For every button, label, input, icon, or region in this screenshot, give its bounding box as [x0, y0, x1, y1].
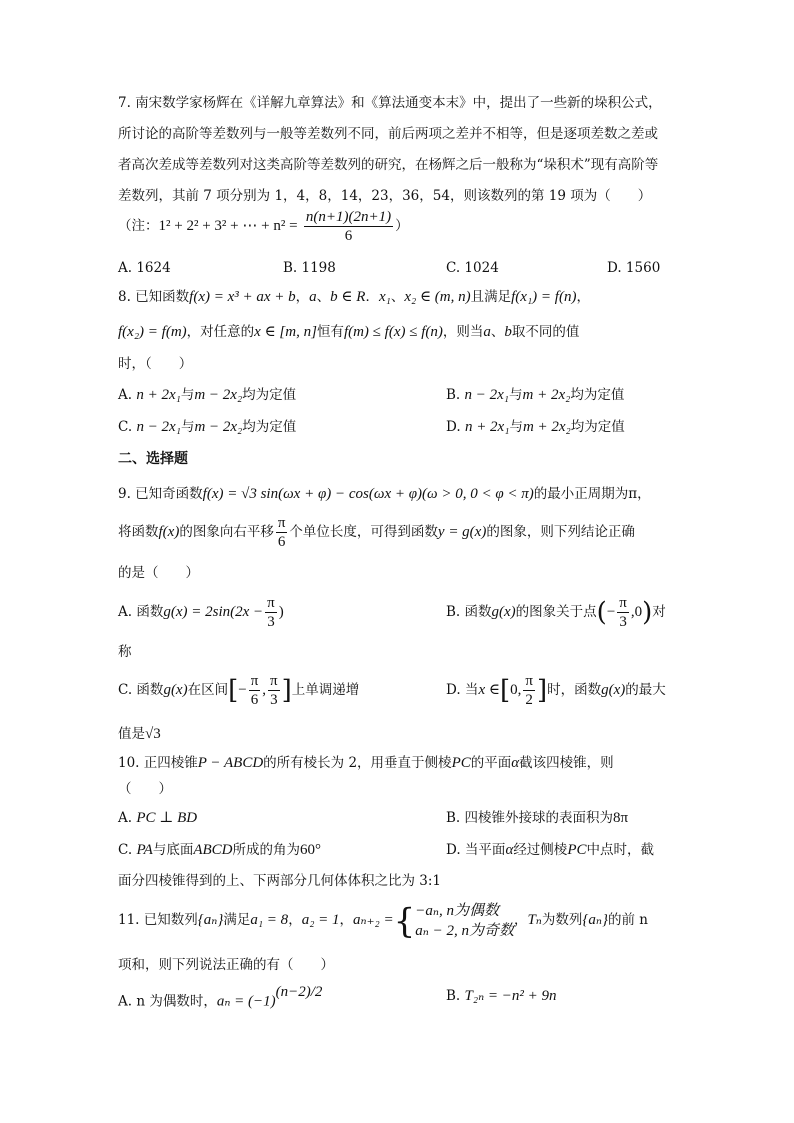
- q9-d-rbracket: ]: [536, 675, 548, 706]
- q8-a-expr1: n + 2x₁: [136, 387, 181, 403]
- q10-option-a: [118, 808, 197, 828]
- q11-b-label: B.: [446, 988, 461, 1004]
- q8-d-expr1: n + 2x₁: [464, 419, 510, 435]
- q8-a-tail: 均为定值: [242, 387, 297, 403]
- q10-alpha: α: [511, 755, 520, 771]
- q8-l1k: 且满足: [470, 289, 512, 305]
- q8-l2g: a: [483, 324, 491, 340]
- q10-d-pc: PC: [567, 842, 587, 858]
- q9-shift-num: π: [277, 515, 286, 531]
- q8-x1: x₁: [378, 289, 391, 305]
- q11-tn: Tₙ: [527, 912, 542, 928]
- q9-a-den: 3: [267, 614, 275, 630]
- q8-function: f(x) = x³ + ax + b: [189, 289, 296, 305]
- q8-a-and: 与: [180, 387, 195, 403]
- q8-c-expr1: n − 2x₁: [136, 419, 181, 435]
- q11-seq: {aₙ}: [197, 912, 224, 928]
- q11-a-exponent: (n−2)/2: [275, 984, 323, 1000]
- q9-option-c: [118, 671, 359, 710]
- q11-case-even: −aₙ, n为偶数: [415, 903, 499, 919]
- q9-c-fraction-1: [249, 672, 261, 709]
- q11-option-a: [118, 986, 322, 1012]
- q8-line-2: [118, 322, 579, 342]
- q8-l2h: 、: [490, 324, 505, 340]
- q11-option-b: [446, 986, 557, 1006]
- q8-line-1: [118, 287, 590, 307]
- q11-line-2: 项和，则下列说法正确的有（ ）: [118, 957, 334, 973]
- q9-d-text: 时，函数: [547, 682, 602, 698]
- q7-option-d: D. 1560: [607, 260, 661, 276]
- q9-b-lparen: (: [596, 597, 607, 628]
- q8-var-b: b ∈ R: [330, 289, 366, 305]
- q8-a-expr2: m − 2x₂: [194, 387, 243, 403]
- q9-d-zero: 0,: [510, 682, 522, 698]
- q9-d-label: D. 当: [446, 682, 479, 698]
- q9-b-fraction: [617, 594, 629, 631]
- q10-c-angle: 60°: [300, 842, 322, 858]
- q7-option-c: C. 1024: [446, 260, 499, 276]
- q8-option-c: [118, 417, 296, 437]
- q11-seq-2: {aₙ}: [582, 912, 608, 928]
- q8-l2j: 取不同的值: [511, 324, 580, 340]
- q11-recurrence: aₙ₊₂ =: [353, 912, 394, 928]
- q9-d-value: √3: [145, 726, 161, 742]
- q9-line-2: [118, 513, 635, 551]
- q8-l1g: ．: [365, 289, 379, 305]
- q9-option-b: [446, 593, 666, 632]
- q8-l1e: 、: [316, 289, 331, 305]
- q11-l1i: ，: [513, 912, 528, 928]
- q11-brace-icon: {: [393, 901, 416, 941]
- q8-option-b: [446, 385, 624, 405]
- q8-ineq: f(m) ≤ f(x) ≤ f(n): [343, 324, 443, 340]
- q9-d-tail: 的最大: [625, 682, 666, 698]
- q9-c-comma: ,: [262, 682, 267, 698]
- q7-note-lhs: 1² + 2² + 3² + ⋯ + n² =: [158, 218, 298, 234]
- q8-x-range: x ∈ [m, n]: [254, 324, 317, 340]
- q9-d-gx: g(x): [601, 682, 626, 698]
- q9-b-minus: −: [606, 604, 616, 620]
- q8-c-tail: 均为定值: [242, 419, 297, 435]
- q9-option-d-cont: [118, 724, 161, 744]
- q10-pc: PC: [451, 755, 471, 771]
- q8-a-label: A.: [118, 387, 133, 403]
- q10-option-b: [446, 808, 628, 828]
- q7-line-4: 差数列，其前 7 项分别为 1，4，8，14，23，36，54，则该数列的第 19 项为（ ）: [118, 188, 652, 204]
- q7-note-denominator: 6: [344, 228, 353, 244]
- q10-c-abcd: ABCD: [193, 842, 233, 858]
- q9-c-label: C. 函数: [118, 682, 164, 698]
- q9-a-fraction: [265, 594, 277, 631]
- q10-d-text2: 经过侧棱: [513, 842, 568, 858]
- q11-l1e: ，: [288, 912, 302, 928]
- q9-c-lbracket: [: [228, 675, 239, 706]
- q7-option-a: A. 1624: [118, 260, 171, 276]
- q9-b-label: B. 函数: [446, 604, 492, 620]
- q11-cases-body: [415, 901, 514, 941]
- q8-d-and: 与: [509, 419, 523, 435]
- q9-fx: f(x): [158, 524, 180, 540]
- q8-l1i: 、: [390, 289, 405, 305]
- q9-c-num2: π: [270, 673, 278, 689]
- q9-b-text: 的图象关于点: [515, 604, 597, 620]
- q8-d-label: D.: [446, 419, 461, 435]
- q10-d-text1: D. 当平面: [446, 842, 506, 858]
- q8-l2f: ，则当: [442, 324, 484, 340]
- q7-note-suffix: ）: [395, 218, 409, 234]
- q9-l2d: 个单位长度，可得到函数: [289, 524, 438, 540]
- q11-cases: [394, 899, 514, 943]
- q9-c-minus: −: [238, 682, 247, 698]
- q8-c-label: C.: [118, 419, 133, 435]
- q11-l1g: ，: [339, 912, 354, 928]
- q9-shift-den: 6: [277, 534, 286, 550]
- q7-option-b: B. 1198: [283, 260, 336, 276]
- q9-l2f: 的图象，则下列结论正确: [486, 524, 635, 540]
- q11-a1: a₁ = 8: [250, 912, 289, 928]
- q11-b-expr: T₂ₙ = −n² + 9n: [464, 988, 557, 1004]
- q9-a-expr: g(x) = 2sin(2x −: [163, 604, 264, 620]
- q10-option-d-cont: 面分四棱锥得到的上、下两部分几何体体积之比为 3:1: [118, 873, 442, 889]
- q10-l1a: 10. 正四棱锥: [118, 755, 198, 771]
- q8-l2i: b: [504, 324, 512, 340]
- q8-option-a: [118, 385, 296, 405]
- q7-note: [118, 207, 409, 245]
- q10-pyramid: P − ABCD: [197, 755, 264, 771]
- q9-b-zero: ,0: [630, 604, 643, 620]
- q9-a-close: ): [278, 604, 284, 620]
- q9-c-tail: 上单调递增: [291, 682, 360, 698]
- q9-c-gx: g(x): [163, 682, 188, 698]
- q11-l1c: 满足: [223, 912, 251, 928]
- q8-c-expr2: m − 2x₂: [194, 419, 243, 435]
- q9-c-fraction-2: [268, 672, 280, 709]
- q10-l1e: 的平面: [470, 755, 512, 771]
- q9-line-1: [118, 484, 651, 504]
- q11-case-odd: aₙ − 2, n为奇数: [415, 923, 514, 939]
- q10-l1c: 的所有棱长为 2，用垂直于侧棱: [263, 755, 452, 771]
- q9-shift-fraction: [276, 514, 288, 551]
- q10-line-1: [118, 753, 614, 773]
- q8-d-tail: 均为定值: [570, 419, 625, 435]
- q10-option-c: [118, 840, 321, 860]
- q9-c-num1: π: [250, 673, 259, 689]
- q8-b-expr1: n − 2x₁: [464, 387, 510, 403]
- q9-b-gx: g(x): [491, 604, 516, 620]
- q11-l1m: 的前 n: [607, 912, 648, 928]
- q9-b-rparen: ): [642, 597, 653, 628]
- q8-b-expr2: m + 2x₂: [522, 387, 571, 403]
- q8-l1a: 8. 已知函数: [118, 289, 190, 305]
- q10-b-text: B. 四棱锥外接球的表面积为: [446, 810, 614, 826]
- q9-option-d: [446, 671, 666, 710]
- q9-function: f(x) = √3 sin(ωx + φ) − cos(ωx + φ)(ω > 0, 0 < φ < π): [202, 486, 534, 502]
- q10-line-2: （ ）: [118, 781, 172, 797]
- q10-c-label: C.: [118, 842, 133, 858]
- q11-line-1: [118, 898, 648, 943]
- q8-b-and: 与: [509, 387, 523, 403]
- q9-l2a: 将函数: [118, 524, 159, 540]
- q8-l1m: ，: [576, 289, 590, 305]
- q11-a-expr: aₙ = (−1): [216, 993, 276, 1010]
- q8-l1c: ，: [295, 289, 310, 305]
- q8-c-and: 与: [180, 419, 195, 435]
- q7-note-prefix: （注：: [118, 218, 159, 234]
- q9-d-den: 2: [525, 692, 533, 708]
- q8-option-d: [446, 417, 625, 437]
- q9-d-fraction: [523, 672, 535, 709]
- q9-c-den2: 3: [270, 692, 278, 708]
- q8-l2b: ，对任意的: [186, 324, 255, 340]
- q8-b-tail: 均为定值: [570, 387, 625, 403]
- q9-l1c: 的最小正周期为π，: [533, 486, 651, 502]
- q8-x2-range: x₂ ∈ (m, n): [404, 289, 471, 305]
- q9-b-num: π: [619, 595, 627, 611]
- q9-a-label: A. 函数: [118, 604, 164, 620]
- q9-b-den: 3: [619, 614, 627, 630]
- q11-a-text: A. n 为偶数时，: [118, 993, 217, 1010]
- q9-d-num: π: [525, 673, 533, 689]
- q9-line-3: 的是（ ）: [118, 565, 199, 581]
- q8-line-3: 时，（ ）: [118, 356, 193, 372]
- q11-l1a: 11. 已知数列: [118, 912, 198, 928]
- q7-note-fraction: [304, 208, 393, 245]
- q9-d-cont-text: 值是: [118, 726, 145, 742]
- q10-a-label: A.: [118, 810, 133, 826]
- q7-line-3: 者高次差成等差数列对这类高阶等差数列的研究，在杨辉之后一般称为“垛积术”现有高阶等: [118, 157, 659, 173]
- q8-cond-1: f(x₁) = f(n): [511, 289, 577, 305]
- q8-cond-2: f(x₂) = f(m): [118, 324, 187, 340]
- q10-l1g: 截该四棱锥，则: [519, 755, 614, 771]
- q9-d-lbracket: [: [499, 675, 511, 706]
- q9-l1a: 9. 已知奇函数: [118, 486, 203, 502]
- q11-l1k: 为数列: [541, 912, 583, 928]
- q11-a2: a₂ = 1: [301, 912, 340, 928]
- q9-b-tail: 对: [652, 604, 666, 620]
- q9-gx-def: y = g(x): [437, 524, 487, 540]
- q9-option-b-cont: 称: [118, 644, 132, 660]
- q9-l2c: 的图象向右平移: [179, 524, 274, 540]
- q10-c-pa: PA: [136, 842, 153, 858]
- q8-var-a: a: [309, 289, 317, 305]
- q7-line-1: 7. 南宋数学家杨辉在《详解九章算法》和《算法通变本末》中，提出了一些新的垛积公式，: [118, 95, 662, 111]
- q9-c-text: 在区间: [187, 682, 229, 698]
- q7-note-numerator: n(n+1)(2n+1): [305, 209, 392, 225]
- q9-a-num: π: [267, 595, 275, 611]
- q10-option-d: [446, 840, 654, 860]
- q10-d-alpha: α: [505, 842, 514, 858]
- q8-b-label: B.: [446, 387, 461, 403]
- q10-b-value: 8π: [613, 810, 629, 826]
- q7-line-2: 所讨论的高阶等差数列与一般等差数列不同，前后两项之差并不相等，但是逐项差数之差或: [118, 126, 658, 142]
- q10-d-text3: 中点时，截: [586, 842, 654, 858]
- q9-c-den1: 6: [250, 692, 259, 708]
- q8-d-expr2: m + 2x₂: [522, 419, 571, 435]
- q10-c-text1: 与底面: [152, 842, 194, 858]
- q9-c-rbracket: ]: [281, 675, 292, 706]
- q10-c-text2: 所成的角为: [232, 842, 301, 858]
- q8-l2d: 恒有: [316, 324, 344, 340]
- q9-d-x: x ∈: [478, 682, 500, 698]
- q10-a-expr: PC ⊥ BD: [136, 810, 198, 826]
- q9-option-a: [118, 593, 284, 631]
- section-heading: 二、选择题: [118, 451, 188, 467]
